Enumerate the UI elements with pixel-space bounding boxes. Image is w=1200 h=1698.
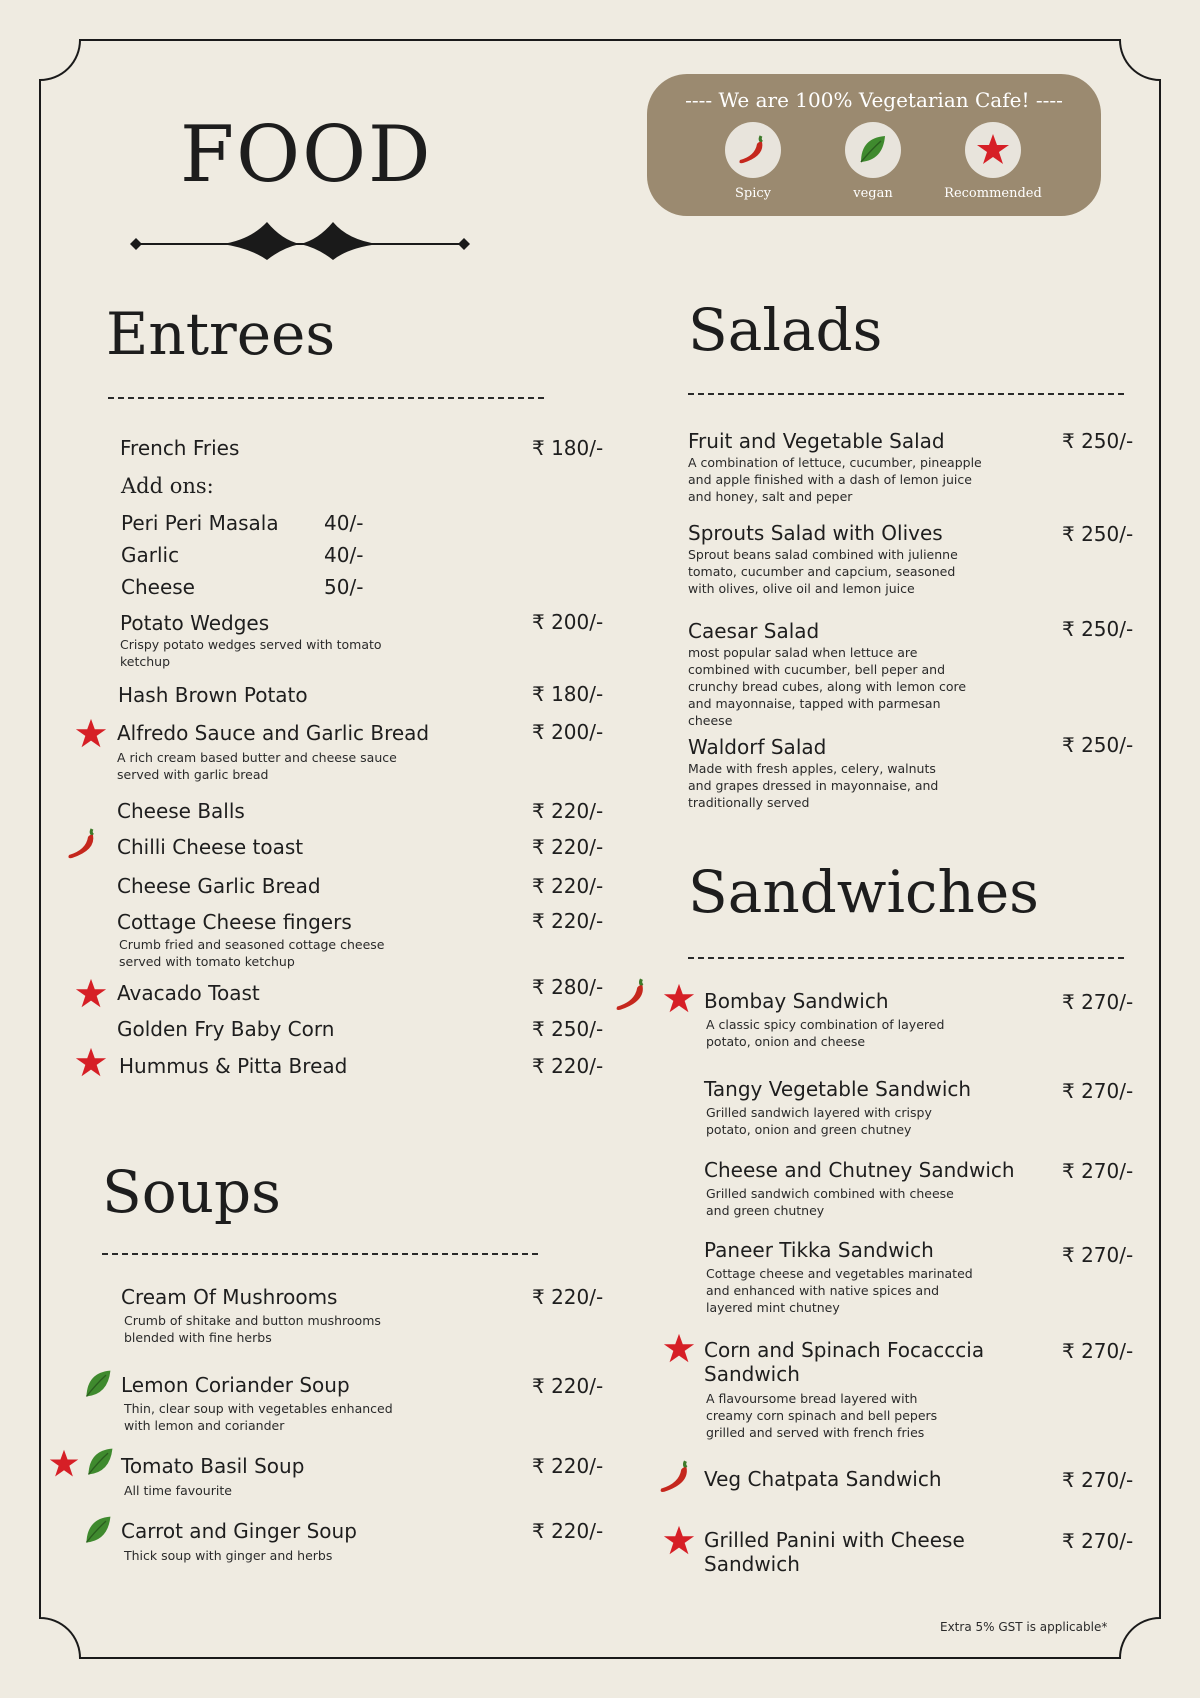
menu-item-name: Hash Brown Potato <box>118 683 308 707</box>
leaf-icon <box>855 132 891 168</box>
legend-spicy <box>693 122 813 201</box>
leaf-icon <box>82 1514 114 1546</box>
menu-item-description: Crispy potato wedges served with tomato ketchup <box>120 637 382 669</box>
menu-item-description: Grilled sandwich combined with cheese and green chutney <box>706 1186 954 1218</box>
legend-label: Spicy <box>734 186 771 201</box>
star-icon <box>662 1332 696 1366</box>
menu-item-description: A classic spicy combination of layered potato, onion and cheese <box>706 1017 945 1049</box>
menu-item-name: Tangy Vegetable Sandwich <box>704 1077 972 1101</box>
section-divider <box>102 1253 538 1255</box>
menu-item-price: ₹ 220/- <box>532 1054 604 1078</box>
badge-title: ---- We are 100% Vegetarian Cafe! ---- <box>685 88 1063 112</box>
addon-price: 50/- <box>324 575 364 599</box>
menu-item-name: Potato Wedges <box>120 611 270 635</box>
addon-name: Cheese <box>121 575 195 599</box>
menu-item-name: Caesar Salad <box>688 619 820 643</box>
menu-item-name: Paneer Tikka Sandwich <box>704 1238 934 1262</box>
menu-item-price: ₹ 200/- <box>532 720 604 744</box>
star-icon <box>662 982 696 1016</box>
menu-item-price: ₹ 250/- <box>1062 733 1134 757</box>
menu-item-description: All time favourite <box>124 1483 232 1498</box>
legend-vegan <box>813 122 933 201</box>
title-ornament <box>130 222 470 272</box>
star-icon <box>48 1448 80 1480</box>
menu-item-name: Tomato Basil Soup <box>121 1454 305 1478</box>
menu-item-description: Cottage cheese and vegetables marinated and enhanced with native spices and layered mint chutney <box>706 1266 973 1315</box>
addon-name: Garlic <box>121 543 180 567</box>
gst-note: Extra 5% GST is applicable* <box>940 1620 1108 1634</box>
menu-item-description: Made with fresh apples, celery, walnuts and grapes dressed in mayonnaise, and traditionally served <box>688 761 939 810</box>
menu-item-price: ₹ 220/- <box>532 1285 604 1309</box>
menu-item-name: Fruit and Vegetable Salad <box>688 429 945 453</box>
star-icon <box>975 132 1011 168</box>
section-divider <box>108 397 544 399</box>
vegetarian-badge <box>647 74 1101 216</box>
menu-item-price: ₹ 220/- <box>532 909 604 933</box>
menu-item-price: ₹ 180/- <box>532 436 604 460</box>
section-title-soups: Soups <box>102 1158 281 1226</box>
menu-item-price: ₹ 250/- <box>1062 522 1134 546</box>
menu-item-name: Cheese and Chutney Sandwich <box>704 1158 1015 1182</box>
addon-name: Peri Peri Masala <box>121 511 279 535</box>
menu-item-price: ₹ 220/- <box>532 1519 604 1543</box>
menu-item-name: Sprouts Salad with Olives <box>688 521 943 545</box>
section-title-entrees: Entrees <box>106 300 336 368</box>
menu-item-name: Cheese Garlic Bread <box>117 874 321 898</box>
menu-item-price: ₹ 220/- <box>532 799 604 823</box>
menu-item-price: ₹ 280/- <box>532 975 604 999</box>
menu-item-price: ₹ 270/- <box>1062 1339 1134 1363</box>
menu-item-price: ₹ 220/- <box>532 1454 604 1478</box>
section-divider <box>688 957 1124 959</box>
menu-item-description: Thick soup with ginger and herbs <box>124 1548 333 1563</box>
menu-item-price: ₹ 250/- <box>1062 429 1134 453</box>
menu-item-price: ₹ 270/- <box>1062 1243 1134 1267</box>
star-icon <box>74 977 108 1011</box>
menu-item-name: Cheese Balls <box>117 799 245 823</box>
legend-label: vegan <box>853 186 893 201</box>
menu-item-description: A rich cream based butter and cheese sauce served with garlic bread <box>117 750 397 782</box>
section-divider <box>688 393 1124 395</box>
star-icon <box>74 1046 108 1080</box>
menu-item-name: Bombay Sandwich <box>704 989 889 1013</box>
leaf-icon <box>82 1368 114 1400</box>
menu-item-name: Chilli Cheese toast <box>117 835 304 859</box>
menu-item-price: ₹ 270/- <box>1062 1079 1134 1103</box>
menu-item-name: Cottage Cheese fingers <box>117 910 352 934</box>
menu-item-price: ₹ 270/- <box>1062 990 1134 1014</box>
menu-item-price: ₹ 180/- <box>532 682 604 706</box>
chili-icon <box>735 132 771 168</box>
menu-item-price: ₹ 270/- <box>1062 1529 1134 1553</box>
menu-item-name: Hummus & Pitta Bread <box>119 1054 348 1078</box>
star-icon <box>662 1524 696 1558</box>
chili-icon <box>64 826 104 862</box>
menu-item-price: ₹ 220/- <box>532 835 604 859</box>
leaf-icon <box>84 1446 116 1478</box>
menu-item-name: Avacado Toast <box>117 981 260 1005</box>
menu-item-name: French Fries <box>120 436 240 460</box>
menu-item-price: ₹ 220/- <box>532 874 604 898</box>
menu-item-description: A combination of lettuce, cucumber, pineapple and apple finished with a dash of lemon juice and honey, salt and peper <box>688 455 982 504</box>
menu-item-description: Thin, clear soup with vegetables enhanced with lemon and coriander <box>124 1401 393 1433</box>
menu-item-description: Crumb of shitake and button mushrooms blended with fine herbs <box>124 1313 381 1345</box>
menu-item-price: ₹ 270/- <box>1062 1159 1134 1183</box>
addon-price: 40/- <box>324 511 364 535</box>
addons-title: Add ons: <box>121 474 214 498</box>
menu-item-price: ₹ 250/- <box>532 1017 604 1041</box>
menu-item-name: Corn and Spinach Focacccia Sandwich <box>704 1338 985 1386</box>
legend-recommended <box>933 122 1053 201</box>
menu-item-name: Waldorf Salad <box>688 735 827 759</box>
menu-item-name: Golden Fry Baby Corn <box>117 1017 335 1041</box>
menu-item-name: Grilled Panini with Cheese Sandwich <box>704 1528 965 1576</box>
menu-item-description: Grilled sandwich layered with crispy potato, onion and green chutney <box>706 1105 932 1137</box>
menu-item-price: ₹ 250/- <box>1062 617 1134 641</box>
menu-item-description: Sprout beans salad combined with julienne tomato, cucumber and capcium, seasoned with olives, olive oil and lemon juice <box>688 547 958 596</box>
menu-item-name: Cream Of Mushrooms <box>121 1285 338 1309</box>
menu-item-price: ₹ 270/- <box>1062 1468 1134 1492</box>
menu-item-price: ₹ 220/- <box>532 1374 604 1398</box>
star-icon <box>74 717 108 751</box>
menu-item-name: Lemon Coriander Soup <box>121 1373 350 1397</box>
page-title: FOOD <box>180 110 433 200</box>
menu-item-name: Veg Chatpata Sandwich <box>704 1467 942 1491</box>
menu-item-name: Carrot and Ginger Soup <box>121 1519 357 1543</box>
addon-price: 40/- <box>324 543 364 567</box>
section-title-sandwiches: Sandwiches <box>688 858 1039 926</box>
menu-item-name: Alfredo Sauce and Garlic Bread <box>117 721 430 745</box>
menu-item-description: most popular salad when lettuce are combined with cucumber, bell peper and crunchy bread cubes, along with lemon core and mayonnaise, tapped with parmesan cheese <box>688 645 967 728</box>
section-title-salads: Salads <box>688 296 883 364</box>
menu-item-price: ₹ 200/- <box>532 610 604 634</box>
menu-item-description: A flavoursome bread layered with creamy corn spinach and bell pepers grilled and served with french fries <box>706 1391 938 1440</box>
legend-label: Recommended <box>944 186 1042 201</box>
menu-item-description: Crumb fried and seasoned cottage cheese served with tomato ketchup <box>119 937 385 969</box>
chili-icon <box>612 976 654 1014</box>
chili-icon <box>656 1458 698 1496</box>
